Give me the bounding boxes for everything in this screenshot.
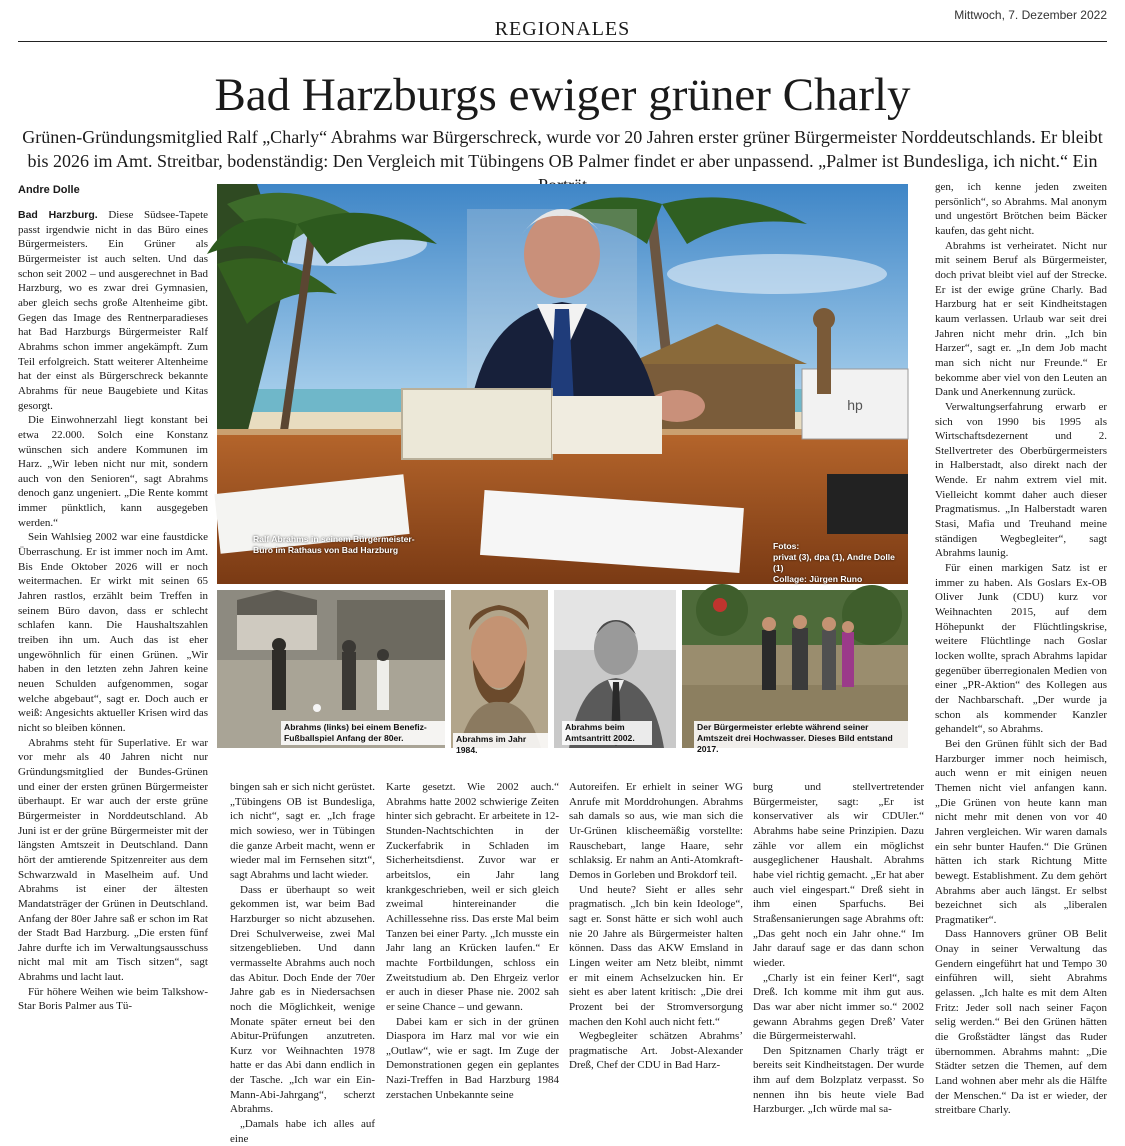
main-photo-mayor-office — [217, 184, 908, 584]
paragraph: Autoreifen. Er erhielt in seiner WG Anrufe mit Morddrohungen. Abrahms sah damals so aus, wie man sich die Ur-Grünen klischeemäßig vorstellte: Rauschebart, lange Haare, sehr schlaksig. Er nahm an Anti-Atomkraft-Demos in Gorleben und Brokdorf teil. — [569, 781, 743, 881]
paragraph — [18, 208, 208, 413]
paragraph: Dabei kam er sich in der grünen Diaspora im Harz mal vor wie ein „Outlaw“, wie er sagt. Im Zuge der Demonstrationen gegen ein geplantes Nazi-Treffen in Bad Harzburg 1984 zerstachen Unbekannte seine — [386, 1015, 559, 1101]
article-teaser: Grünen-Gründungsmitglied Ralf „Charly“ Abrahms war Bürgerschreck, wurde vor 20 Jahren erster grüner Bürgermeister Norddeutschlands. Er bleibt bis 2026 im Amt. Streitbar, bodenständig: Den Vergleich mit Tübingens OB Palmer findet er aber unpassend. „Palmer ist Bundesliga, ich nicht.“ Ein — [22, 127, 1103, 171]
dateline: Bad Harzburg. — [18, 209, 98, 221]
paragraph: Abrahms ist verheiratet. Nicht nur mit seinem Beruf als Bürgermeister, doch privat bleibt viel auf der Strecke. Er ist der ewige grüne Charly. Bad Harzburg hat er seit Kindheitstagen kaum verlassen. Urlaub war seit drei Jahren nicht mehr drin. „Ich bin Harzer“, sagt er. „In dem Job macht man sich nicht nur Freunde.“ Er bekomme aber viel von den Leuten an Dank und Anerkennung zurück. — [935, 239, 1107, 399]
paragraph: Für höhere Weihen wie beim Talkshow-Star Boris Palmer aus Tü- — [18, 985, 208, 1013]
paragraph: Karte gesetzt. Wie 2002 auch.“ Abrahms hatte 2002 schwierige Zeiten hinter sich gebracht. Er arbeitete in 12-Stunden-Nachtschichten in der Zuckerfabrik in Schladen im Sicherheitsdienst. Zuvor war er arbeitslos, ein Jahr lang krankgeschrieben, weil er sich gleich zweimal hintereinander die Achillessehne riss. Das erste Mal beim Tanzen bei einer Party. „Ich musste ein Jahr lang an Krücken laufen.“ Er machte Fortbildungen, schloss ein Zweitstudium ab. Den Ehrgeiz verlor er auch in dieser Phase nie. 2002 sah er seine Chance – und gewann. — [386, 781, 559, 1013]
paragraph: „Charly ist ein feiner Kerl“, sagt Dreß. Ich komme mit ihm gut aus. Das war aber nicht immer so.“ 2002 gewann Abrahms gegen Dreß’ Vater die Bürgermeisterwahl. — [753, 971, 924, 1043]
section-label: REGIONALES — [494, 18, 631, 40]
paragraph: Für einen markigen Satz ist er immer zu haben. Als Goslars Ex-OB Oliver Junk (CDU) kurz vor Weihnachten 2015, auf dem Höhepunkt der Flüchtlingskrise, weitere Flüchtlinge nach Goslar locken wollte, sprach Abrahms lapidar gegenüber überregionalen Medien von einer „PR-Aktion“ des Kollegen aus der Nachbarschaft. „Der wurde ja schon als kommender Kanzler gehandelt“, so Abrahms. — [935, 562, 1107, 736]
caption-1984: Abrahms im Jahr 1984. — [453, 733, 548, 757]
issue-date: Mittwoch, 7. Dezember 2022 — [954, 8, 1107, 22]
photo-credit-label: Fotos: — [773, 541, 800, 551]
paragraph: Abrahms steht für Superlative. Er war vor mehr als 40 Jahren nicht nur Gründungsmitglied der Bundes-Grünen und einer der ersten grünen Bürgermeister überhaupt. Er war auch der erste grüne Bürgermeister in Norddeutschland. Ab Juni ist er der grüne Bürgermeister mit der längsten Amtszeit in Deutschland. Dann hört der amtierende Spitzenreiter aus dem Schwarzwald in Maselheim auf. Und Abrahms ist einer der ältesten Mandatsträger der Grünen in Deutschland. Anfang der 80er Jahre saß er schon im Rat der Stadt Bad Harzburg. „Die ersten fünf Jahre durfte ich im Verwaltungsausschuss nicht mal mit am Tisch sitzen“, sagt Abrahms und lacht laut. — [18, 736, 208, 984]
photo-flood-2017 — [682, 590, 908, 754]
caption-football: Abrahms (links) bei einem Benefiz-Fußballspiel Anfang der 80er. — [281, 721, 445, 745]
main-photo-caption: Ralf Abrahms in seinem Bürgermeister-Büro im Rathaus von Bad Harzburg — [253, 534, 415, 555]
text-column-5 — [753, 780, 924, 1116]
text-column-6 — [935, 180, 1107, 1117]
text-column-2 — [230, 780, 375, 1145]
paragraph: Bei den Grünen fühlt sich der Bad Harzburger immer noch heimisch, auch wenn er mit einigen neuen Themen nicht viel anfangen kann. „Die Grünen von heute kann man nicht mehr mit denen von vor 40 Jahren vergleichen. Wir waren damals ein sehr bunter Haufen.“ Die Grünen hätten ich stark Richtung Mitte bewegt. Establishment. Zu dem gehört Abrahms aber auch längst. Er selbst bezeichnet sich als „liberalen Pragmatiker“. — [935, 737, 1107, 926]
photo-football-match — [217, 590, 445, 748]
paragraph: bingen sah er sich nicht gerüstet. „Tübingens OB ist Bundesliga, ich nicht“, sagt er. „Ich frage mich sowieso, wer in Tübingen die ganze Arbeit macht, wenn er wieder mal im Fernsehen sitzt“, sagt Abrahms und lacht wieder. — [230, 781, 375, 881]
text-column-3 — [386, 780, 559, 1101]
text-column-1 — [18, 208, 208, 1088]
photo-abrahms-1984 — [451, 590, 548, 755]
photo-abrahms-2002 — [554, 590, 676, 748]
office-photo-illustration — [217, 184, 908, 584]
portrait-1984-illustration — [451, 590, 548, 748]
paragraph: Den Spitznamen Charly trägt er bereits seit Kindheitstagen. Der wurde ihm auf dem Bolzplatz verpasst. So nennen ihn bis heute viele Bad Harzburger. „Ich würde mal sa- — [753, 1044, 924, 1116]
article-headline: Bad Harzburgs ewiger grüner Charly — [214, 69, 911, 121]
paragraph: gen, ich kenne jeden zweiten persönlich“, so Abrahms. Mal anonym und ungestört Brötchen beim Bäcker kaufen, das geht nicht. — [935, 181, 1107, 237]
laptop-logo: hp — [847, 397, 863, 413]
paragraph: Und heute? Sieht er alles sehr pragmatisch. „Ich bin kein Ideologe“, sagt er. Sonst hätte er sich wohl auch nie 20 Jahre als Bürgermeister halten können. Dass das AKW Emsland in Lingen weiter am Netz bleibt, nimmt er mit einem Achselzucken hin. Er sieht es aber latent kritisch: „Die drei Prozent bei der Stromversorgung machen den Kohl auch nicht fett.“ — [569, 883, 743, 1028]
paragraph: burg und stellvertretender Bürgermeister, sagt: „Er ist konservativer als wir CDUler.“ Abrahms habe seine Prinzipien. Dazu zähle vor allem ein möglichst ausgeglichener Haushalt. Abrahms habe viel richtig gemacht. „Er hat aber auch viel eingespart.“ Dreß sieht in ihm einen Sparfuchs. Bei Straßensanierungen sage Abrahms oft: „Das geht noch ein Jahr ohne.“ Im Jahr darauf sage er das dann schon wieder. — [753, 781, 924, 969]
article-author: Andre Dolle — [18, 184, 80, 196]
caption-flood: Der Bürgermeister erlebte während seiner Amtszeit drei Hochwasser. Dieses Bild entstand 2017. — [694, 721, 908, 756]
caption-2002: Abrahms beim Amtsantritt 2002. — [562, 721, 652, 745]
header-rule — [18, 41, 1107, 42]
paragraph: Wegbegleiter schätzen Abrahms’ pragmatische Art. Jobst-Alexander Dreß, Chef der CDU in Bad Harz- — [569, 1030, 743, 1072]
photo-credit — [773, 541, 903, 585]
paragraph: Sein Wahlsieg 2002 war eine faustdicke Überraschung. Er ist immer noch im Amt. Bis Ende Oktober 2026 will er noch weitermachen. Er wirkt mit seinen 65 Jahren rastlos, erzählt beim Treffen in seinem Büro davon, dass er schlecht schlafen kann. Die Haushaltszahlen treiben ihn um. Auch das ist eher ungewöhnlich für einen Grünen. „Wir haben in den letzten zehn Jahren keine neuen Schulden aufgenommen, sogar welche abgebaut“, sagt er. Doch auch er weiß: Angesichts aktueller Krisen wird das nicht so bleiben können. — [18, 531, 208, 734]
paragraph: Die Einwohnerzahl liegt konstant bei etwa 22.000. Solch eine Konstanz wünschen sich andere Kommunen im Harz. „Wir leben nicht nur mit, sondern auch von den Senioren“, sagt Abrahms denoch ganz ungeniert. „Die Rente kommt immer pünktlich, kann ausgegeben werden.“ — [18, 414, 208, 529]
paragraph: Dass er überhaupt so weit gekommen ist, war beim Bad Harzburger so nicht abzusehen. Drei Schulverweise, zwei Mal sitzengeblieben. Und dann vermasselte Abrahms auch noch das Abitur. Doch Ende der 70er Jahre gab es in Niedersachsen noch die Möglichkeit, wenige Monate später erneut bei den Abitur-Prüfungen anzutreten. Kurz vor Weihnachten 1978 hatte er das Abi dann endlich in der Tasche. „Ich war ein Ein-Mann-Abi-Jahrgang“, scherzt Abrahms. — [230, 883, 375, 1116]
text-column-4 — [569, 780, 743, 1088]
photo-credit-sources: privat (3), dpa (1), Andre Dolle (1) — [773, 552, 895, 573]
paragraph: Dass Hannovers grüner OB Belit Onay in seiner Verwaltung das Gendern eingeführt hat und Tempo 30 einführen will, sieht Abrahms gelassen. „Ich halte es mit dem Alten Fritz: Jeder soll nach seiner Façon selig werden.“ Bei den Grünen hätten die Großstädter längst das Ruder übernommen. Abrahms mahnt: „Die Städter setzen die Themen, auf dem Land wohnen aber mehr als die Hälfte der Menschen.“ Da ist er wieder, der streitbare Charly. — [935, 928, 1107, 1117]
collage-credit: Collage: Jürgen Runo — [773, 574, 863, 584]
paragraph-text: Diese Südsee-Tapete passt irgendwie nicht in das Büro eines Bürgermeisters. Ein Grüner als Bürgermeister ist auch selten. Und das schon seit 2002 – und ausgerechnet in Bad Harzburg, wo es zwar drei Gymnasien, aber gleich sechs große Altenheime gibt. Gegen das Image des Rentnerparadieses hat Bad Harzburgs Bürgermeister Ralf Abrahms schon immer angekämpft. Zum Teil erfolgreich. Statt weiterer Altenheime hat der einst als Bürgerschreck bekannte Abrahms für neue Baugebiete und Kitas gesorgt. — [18, 209, 209, 412]
paragraph: Verwaltungserfahrung erwarb er sich von 1990 bis 1995 als Wirtschaftsdezernent und 2. Stellvertreter des Oberbürgermeisters in Halberstadt, also direkt nach der Wende. Er nahm extrem viel mit. Vielleicht kommt daher auch dieser Pragmatismus. „In Halberstadt waren Stasi, Mafia und Treuhand meine ständigen Wegbegleiter“, sagt Abrahms launig. — [935, 400, 1107, 560]
paragraph: „Damals habe ich alles auf eine — [230, 1118, 375, 1145]
